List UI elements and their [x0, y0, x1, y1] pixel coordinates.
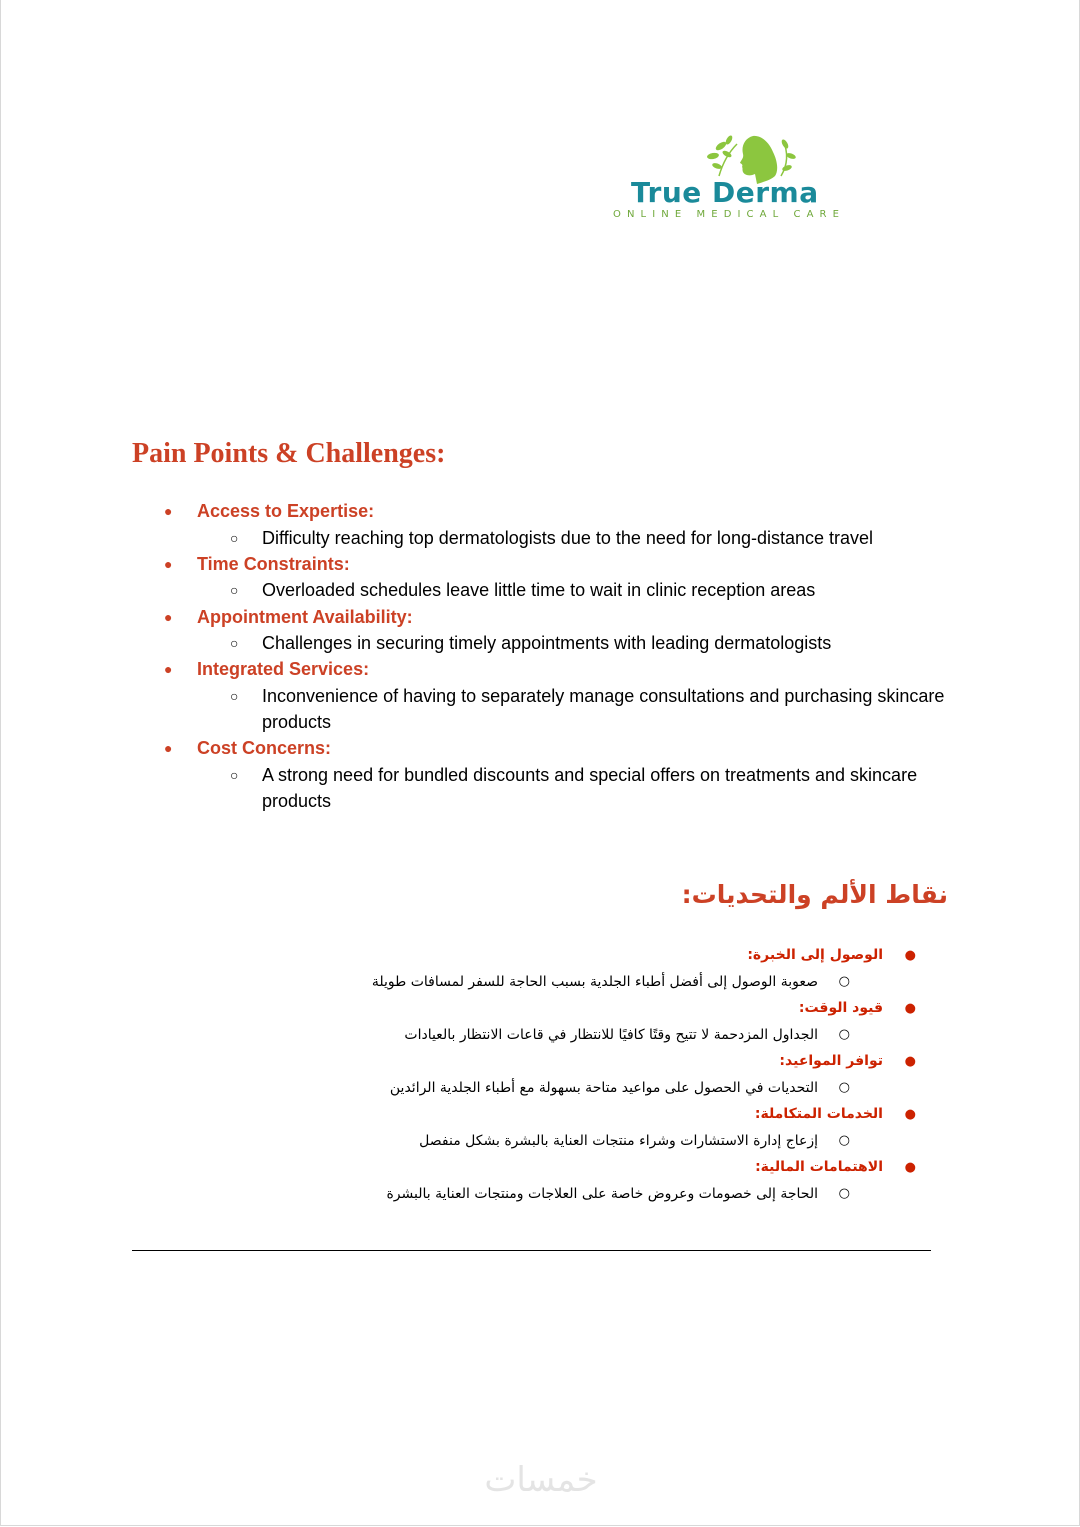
- category-title: [0, 1101, 1079, 1128]
- category-title: [0, 1048, 1079, 1075]
- category-label: الوصول إلى الخبرة:: [747, 947, 883, 963]
- category-title: [1, 551, 1080, 578]
- list-item: [1, 551, 1080, 604]
- category-title: [0, 995, 1079, 1022]
- bullet-icon: ●: [164, 661, 173, 678]
- list-item: [0, 1048, 1079, 1101]
- category-detail: [1, 683, 962, 736]
- english-heading: Pain Points & Challenges:: [132, 438, 446, 469]
- horizontal-rule: [132, 1250, 931, 1251]
- circle-bullet-icon: ○: [838, 1027, 850, 1042]
- arabic-pain-points-list: [0, 942, 1079, 1207]
- circle-bullet-icon: ○: [230, 766, 239, 783]
- category-label: Integrated Services:: [197, 659, 370, 680]
- bullet-icon: ●: [904, 948, 916, 963]
- list-item: [0, 1154, 1079, 1207]
- category-detail: [0, 1022, 1079, 1048]
- detail-text: صعوبة الوصول إلى أفضل أطباء الجلدية بسبب الحاجة للسفر لمسافات طويلة: [371, 974, 818, 990]
- category-label: Access to Expertise:: [197, 501, 375, 521]
- list-item: [1, 498, 1080, 551]
- category-title: [1, 735, 1080, 762]
- category-detail: [1, 762, 962, 815]
- bullet-icon: ●: [164, 740, 173, 757]
- category-detail: [0, 969, 1079, 995]
- category-title: [1, 604, 1080, 631]
- category-detail: [0, 1075, 1079, 1101]
- list-item: [1, 656, 1080, 735]
- circle-bullet-icon: ○: [838, 974, 850, 989]
- circle-bullet-icon: ○: [838, 1186, 850, 1201]
- circle-bullet-icon: ○: [230, 529, 239, 546]
- category-detail: [1, 577, 962, 603]
- detail-text: التحديات في الحصول على مواعيد متاحة بسهولة مع أطباء الجلدية الرائدين: [389, 1080, 818, 1096]
- detail-text: Inconvenience of having to separately manage consultations and purchasing skincare products: [262, 685, 945, 733]
- english-pain-points-list: [1, 498, 1080, 815]
- bullet-icon: ●: [904, 1160, 916, 1175]
- category-label: الخدمات المتكاملة:: [754, 1106, 883, 1122]
- logo-word-derma: Derma: [712, 176, 819, 209]
- category-title: [1, 498, 1080, 525]
- true-derma-logo: [613, 132, 875, 224]
- category-detail: [0, 1181, 1079, 1207]
- detail-text: إزعاج إدارة الاستشارات وشراء منتجات العناية بالبشرة بشكل منفصل: [419, 1133, 818, 1149]
- detail-text: Difficulty reaching top dermatologists due to the need for long-distance travel: [262, 527, 874, 548]
- logo-word-true: True: [631, 176, 702, 209]
- bullet-icon: ●: [904, 1107, 916, 1122]
- category-title: [0, 942, 1079, 969]
- list-item: [0, 942, 1079, 995]
- list-item: [0, 1101, 1079, 1154]
- detail-text: Challenges in securing timely appointments with leading dermatologists: [262, 633, 832, 654]
- circle-bullet-icon: ○: [230, 687, 239, 704]
- category-title: [1, 656, 1080, 683]
- category-detail: [0, 1128, 1079, 1154]
- list-item: [1, 735, 1080, 814]
- detail-text: الحاجة إلى خصومات وعروض خاصة على العلاجات ومنتجات العناية بالبشرة: [386, 1186, 818, 1202]
- bullet-icon: ●: [164, 503, 173, 519]
- circle-bullet-icon: ○: [230, 635, 239, 652]
- category-detail: [1, 630, 962, 656]
- detail-text: الجداول المزدحمة لا تتيح وقتًا كافيًا للانتظار في قاعات الانتظار بالعيادات: [404, 1027, 818, 1043]
- bullet-icon: ●: [164, 555, 173, 572]
- logo-tagline: ONLINE MEDICAL CARE: [613, 209, 846, 220]
- category-label: Time Constraints:: [197, 553, 350, 574]
- bullet-icon: ●: [904, 1001, 916, 1016]
- circle-bullet-icon: ○: [230, 582, 239, 599]
- watermark: خمسات: [484, 1460, 598, 1500]
- logo-wordmark: [631, 176, 819, 209]
- bullet-icon: ●: [164, 608, 173, 625]
- category-detail: [1, 525, 962, 551]
- list-item: [1, 604, 1080, 657]
- detail-text: Overloaded schedules leave little time to wait in clinic reception areas: [262, 580, 816, 601]
- circle-bullet-icon: ○: [838, 1080, 850, 1095]
- circle-bullet-icon: ○: [838, 1133, 850, 1148]
- category-label: توافر المواعيد:: [779, 1053, 883, 1069]
- category-label: Appointment Availability:: [197, 606, 413, 627]
- list-item: [0, 995, 1079, 1048]
- category-label: Cost Concerns:: [197, 738, 332, 759]
- bullet-icon: ●: [904, 1054, 916, 1069]
- category-label: الاهتمامات المالية:: [755, 1159, 883, 1175]
- category-title: [0, 1154, 1079, 1181]
- category-label: قيود الوقت:: [798, 1000, 883, 1016]
- arabic-heading: نقاط الألم والتحديات:: [681, 880, 948, 909]
- detail-text: A strong need for bundled discounts and special offers on treatments and skincare products: [262, 764, 918, 812]
